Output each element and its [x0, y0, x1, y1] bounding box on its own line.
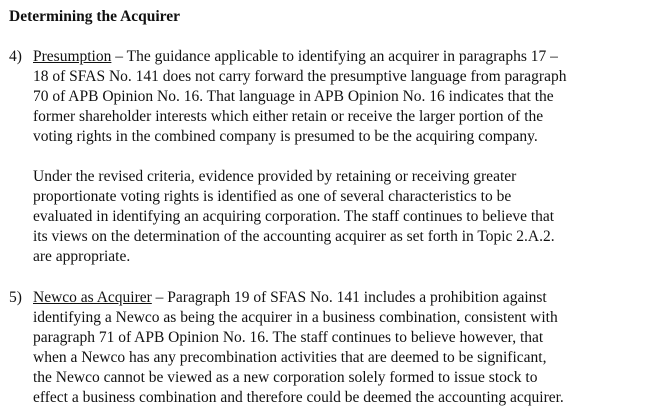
item-4-para2-line-3: its views on the determination of the accounting acquirer as set forth in Topic 2.A.2.: [33, 228, 555, 245]
item-4-para2-line-1: proportionate voting rights is identified as one of several characteristics to be: [33, 188, 512, 205]
item-4-para2-line-4: are appropriate.: [33, 248, 131, 265]
item-5-line-3: when a Newco has any precombination activities that are deemed to be significant,: [33, 349, 547, 366]
item-4-line-0-text: – The guidance applicable to identifying an acquirer in paragraphs 17 –: [111, 48, 558, 65]
section-heading: Determining the Acquirer: [9, 8, 181, 25]
item-4-line-2: 70 of APB Opinion No. 16. That language in APB Opinion No. 16 indicates that the: [33, 88, 554, 105]
item-5-number: 5): [9, 289, 22, 306]
item-5-line-0: [33, 288, 547, 308]
item-5-line-1: identifying a Newco as being the acquirer in a business combination, consistent with: [33, 309, 558, 326]
item-4-line-1: 18 of SFAS No. 141 does not carry forward the presumptive language from paragraph: [33, 68, 567, 85]
item-4-line-4: voting rights in the combined company is presumed to be the acquiring company.: [33, 128, 538, 145]
item-4-line-0: [33, 47, 558, 67]
item-5-term: Newco as Acquirer: [33, 289, 152, 306]
item-4-line-3: former shareholder interests which either retain or receive the larger portion of the: [33, 108, 544, 125]
item-4-term: Presumption: [33, 48, 112, 65]
item-5-line-2: paragraph 71 of APB Opinion No. 16. The staff continues to believe however, that: [33, 329, 544, 346]
item-5-line-0-text: – Paragraph 19 of SFAS No. 141 includes a prohibition against: [151, 289, 547, 306]
item-4-number: 4): [9, 48, 22, 65]
item-5-line-5: effect a business combination and therefore could be deemed the accounting acquirer.: [33, 389, 564, 406]
item-4-para2-line-0: Under the revised criteria, evidence provided by retaining or receiving greater: [33, 168, 517, 185]
item-5-line-4: the Newco cannot be viewed as a new corporation solely formed to issue stock to: [33, 369, 538, 386]
item-4-para2-line-2: evaluated in identifying an acquiring corporation. The staff continues to believe that: [33, 208, 555, 225]
